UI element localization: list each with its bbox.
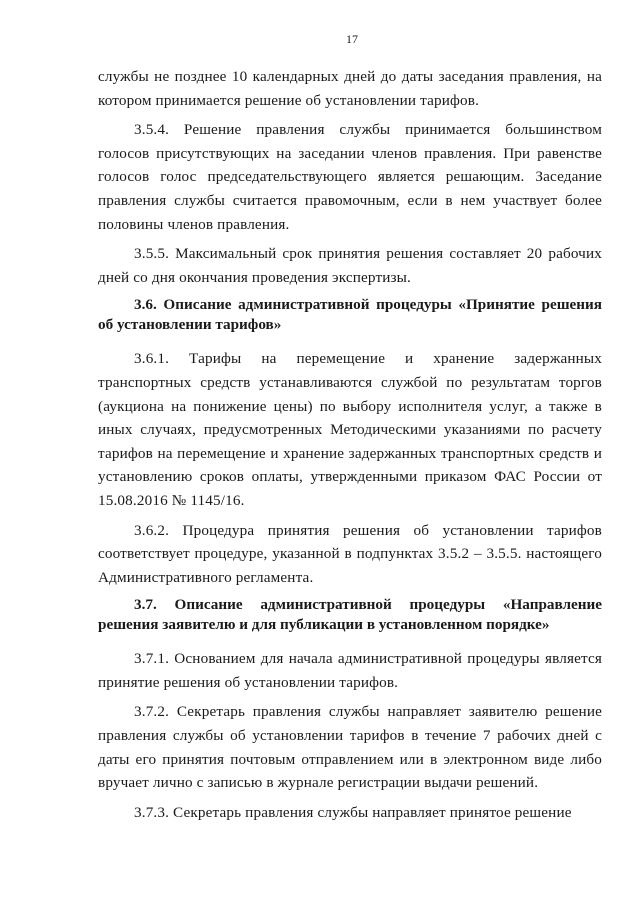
paragraph-continuation: службы не позднее 10 календарных дней до даты заседания правления, на котором принимается решение об установлении тарифов.: [98, 68, 602, 109]
section-heading-3-7: 3.7. Описание административной процедуры «Направление решения заявителю и для публикации в установленном порядке»: [98, 596, 602, 634]
paragraph-3-7-2: 3.7.2. Секретарь правления службы направляет заявителю решение правления службы об установлении тарифов в течение 7 рабочих дней с даты его принятия почтовым отправлением или в электронном виде либо вручает лично с записью в журнале регистрации выдачи решений.: [98, 703, 602, 792]
paragraph-3-7-3: 3.7.3. Секретарь правления службы направляет принятое решение: [134, 803, 572, 821]
section-heading-3-6: 3.6. Описание административной процедуры «Принятие решения об установлении тарифов»: [98, 296, 602, 334]
paragraph-3-5-4: 3.5.4. Решение правления службы принимается большинством голосов присутствующих на заседании членов правления. При равенстве голосов голос председательствующего является решающим. Заседание правления службы считается правомочным, если в нем участвует более половины членов правления.: [98, 121, 602, 233]
paragraph-3-7-1: 3.7.1. Основанием для начала административной процедуры является принятие решения об установлении тарифов.: [98, 650, 602, 691]
page-number: 17: [346, 32, 358, 46]
paragraph-3-6-2: 3.6.2. Процедура принятия решения об установлении тарифов соответствует процедуре, указанной в подпунктах 3.5.2 – 3.5.5. настоящего Административного регламента.: [98, 521, 602, 586]
paragraph-3-6-1: 3.6.1. Тарифы на перемещение и хранение задержанных транспортных средств устанавливаются службой по результатам торгов (аукциона на понижение цены) по выбору исполнителя услуг, а также в иных случаях, предусмотренных Методическими указаниями по расчету тарифов на перемещение и хранение задержанных транспортных средств и установлению сроков оплаты, утвержденными приказом ФАС России от 15.08.2016 № 1145/16.: [98, 350, 602, 509]
paragraph-3-5-5: 3.5.5. Максимальный срок принятия решения составляет 20 рабочих дней со дня окончания проведения экспертизы.: [98, 245, 602, 286]
